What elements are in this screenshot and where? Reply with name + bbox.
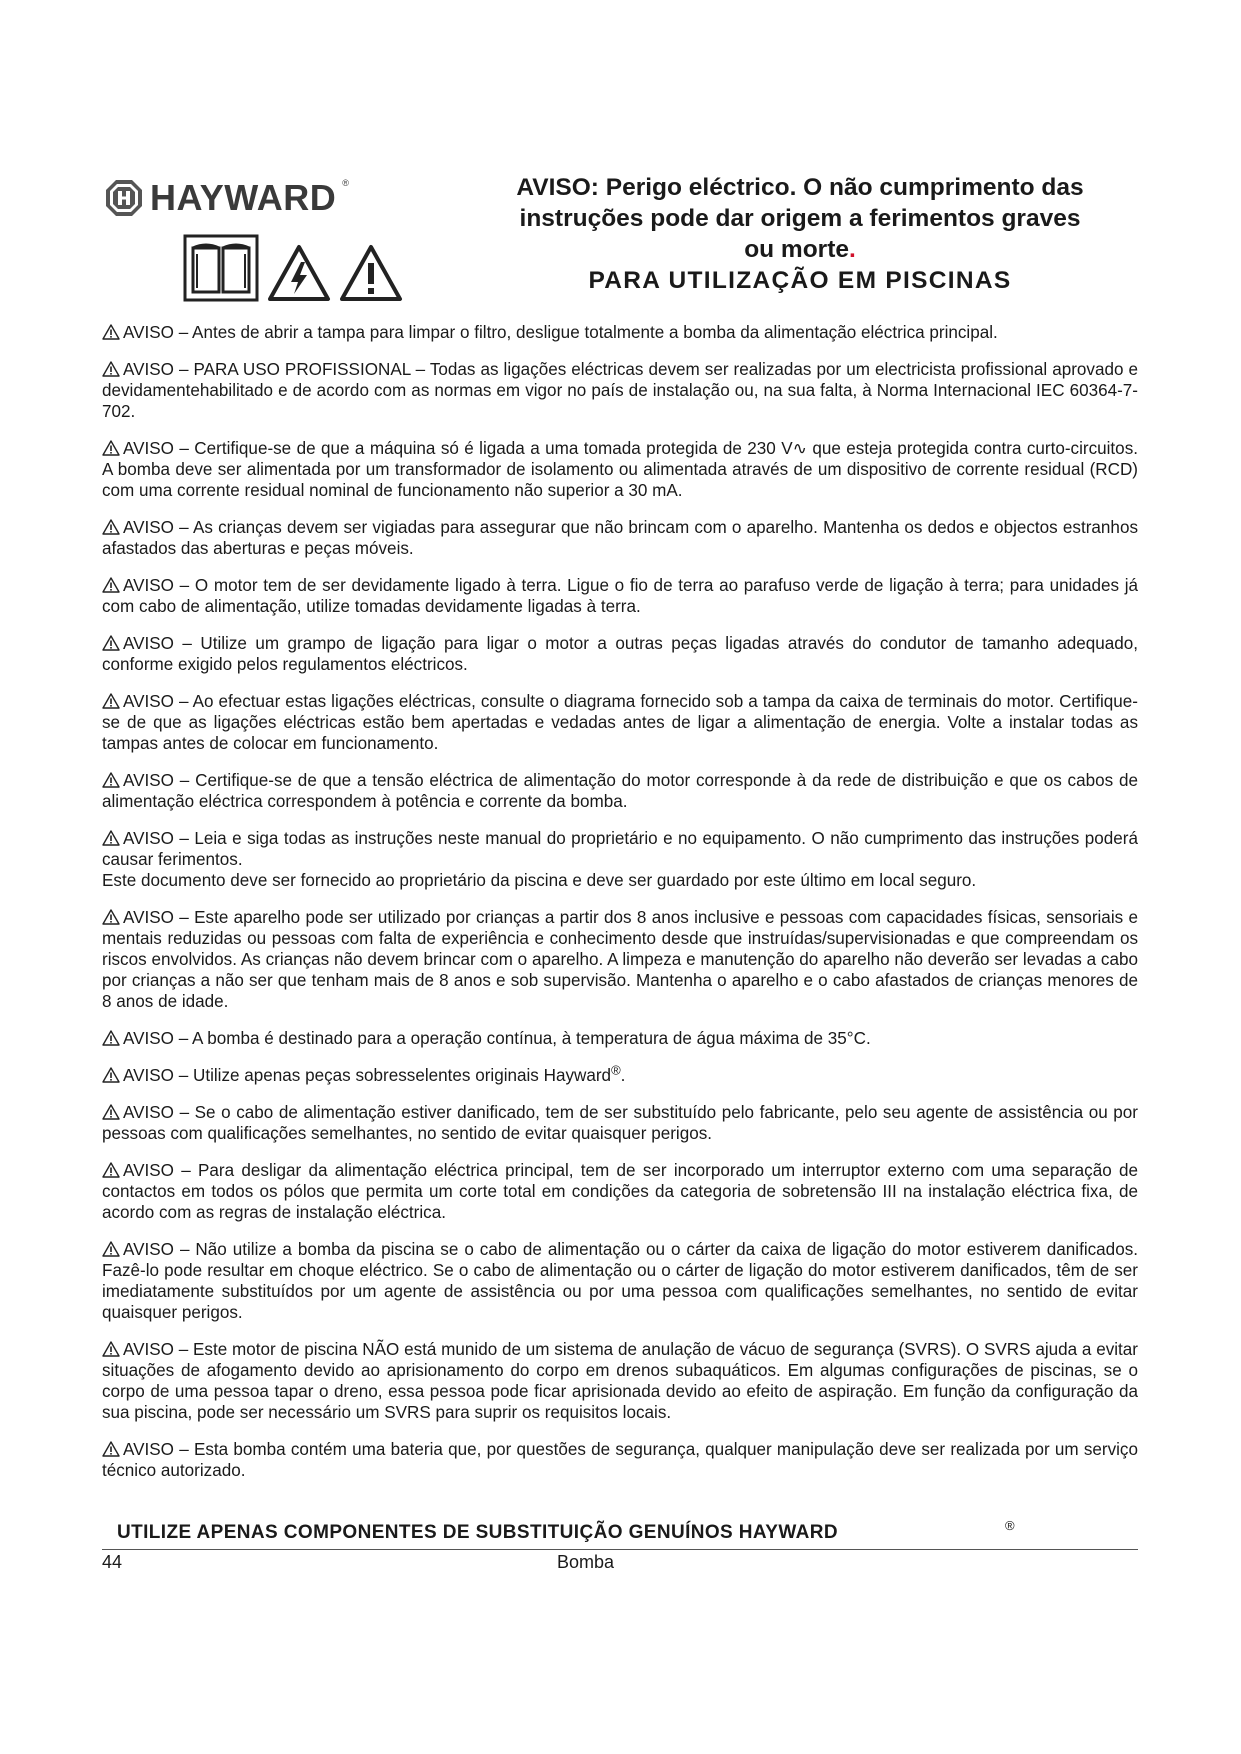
header-warning-title [470,172,1130,296]
warning-item [102,359,1138,422]
warning-item [102,1439,1138,1481]
warning-item [102,770,1138,812]
warning-icon [102,1441,120,1457]
warning-paragraph [102,1102,1138,1144]
warning-paragraph [102,1028,1138,1049]
warning-paragraph [102,691,1138,754]
warning-paragraph [102,1160,1138,1223]
header-line-4: PARA UTILIZAÇÃO EM PISCINAS [588,267,1012,294]
warning-text: AVISO – Esta bomba contém uma bateria que, por questões de segurança, qualquer manipulação deve ser realizada por um serviço técnico autorizado. [102,1440,1138,1480]
warning-text: AVISO – Certifique-se de que a máquina só é ligada a uma tomada protegida de 230 V∿ que esteja protegida contra curto-circuitos. A bomba deve ser alimentada por um transformador de isolamento ou alimentada através de um dispositivo de corrente residual (RCD) com uma corrente residual nominal de funcionamento não superior a 30 mA. [102,439,1138,500]
warning-paragraph [102,1439,1138,1481]
warning-text: AVISO – Ao efectuar estas ligações eléctricas, consulte o diagrama fornecido sob a tampa da caixa de terminais do motor. Certifique-se de que as ligações eléctricas estão bem apertadas e vedadas antes de ligar a alimentação de energia. Volte a instalar todas as tampas antes de colocar em funcionamento. [102,692,1138,753]
warning-item [102,1028,1138,1049]
hayward-logo [104,178,349,218]
warning-icon [102,1241,120,1257]
warning-icon [102,1341,120,1357]
warning-item [102,633,1138,675]
warning-icon [102,1104,120,1120]
warning-paragraph [102,517,1138,559]
warning-text: AVISO – Utilize um grampo de ligação para ligar o motor a outras peças ligadas através do condutor de tamanho adequado, conforme exigido pelos regulamentos eléctricos. [102,634,1138,674]
electrical-hazard-icon [267,244,331,302]
warning-paragraph [102,1339,1138,1423]
hayward-logo-icon [104,178,144,218]
warning-paragraph [102,1239,1138,1323]
warning-text: AVISO – Não utilize a bomba da piscina se o cabo de alimentação ou o cárter da caixa de ligação do motor estiverem danificados. Fazê-lo pode resultar em choque eléctrico. Se o cabo de alimentação ou o cárter de ligação do motor estiverem danificados, têm de ser imediatamente substituídos por um agente de assistência ou por uma pessoa com qualificações semelhantes, no sentido de evitar quaisquer perigos. [102,1240,1138,1322]
warning-text: AVISO – Antes de abrir a tampa para limpar o filtro, desligue totalmente a bomba da alimentação eléctrica principal. [123,323,998,342]
warning-paragraph [102,322,1138,343]
warning-icon [102,830,120,846]
warning-text: AVISO – Se o cabo de alimentação estiver danificado, tem de ser substituído pelo fabricante, pelo seu agente de assistência ou por pessoas com qualificações semelhantes, no sentido de evitar quaisquer perigos. [102,1103,1138,1143]
warning-item [102,438,1138,501]
warning-item [102,691,1138,754]
manual-book-icon [183,234,259,302]
warning-item [102,828,1138,891]
footer-genuine-parts-note: UTILIZE APENAS COMPONENTES DE SUBSTITUIÇÃO GENUÍNOS HAYWARD [117,1522,839,1543]
warning-icon [102,361,120,377]
header-line-3-dot: . [849,236,856,263]
footer-reg-mark: ® [1005,1518,1015,1533]
warnings-list [102,322,1138,1497]
warning-item [102,1102,1138,1144]
warning-icon [102,577,120,593]
warning-icon [102,1162,120,1178]
warning-paragraph [102,907,1138,1012]
warning-icon [102,635,120,651]
warning-icon [102,693,120,709]
warning-item [102,1160,1138,1223]
warning-icon [102,324,120,340]
warning-text: AVISO – Leia e siga todas as instruções neste manual do proprietário e no equipamento. O não cumprimento das instruções poderá causar ferimentos. [102,829,1138,869]
warning-text: AVISO – O motor tem de ser devidamente ligado à terra. Ligue o fio de terra ao parafuso verde de ligação à terra; para unidades já com cabo de alimentação, utilize tomadas devidamente ligadas à terra. [102,576,1138,616]
warning-text: AVISO – A bomba é destinado para a operação contínua, à temperatura de água máxima de 35°C. [123,1029,871,1048]
warning-paragraph [102,1062,1138,1086]
warning-item [102,575,1138,617]
warning-icon [339,244,403,302]
brand-name: HAYWARD [150,177,337,218]
warning-paragraph [102,438,1138,501]
warning-text: AVISO – As crianças devem ser vigiadas para assegurar que não brincam com o aparelho. Mantenha os dedos e objectos estranhos afastados das aberturas e peças móveis. [102,518,1138,558]
page-number: 44 [102,1552,123,1572]
safety-symbols [183,234,403,302]
warning-item [102,517,1138,559]
header-line-2: instruções pode dar origem a ferimentos graves [519,205,1081,232]
header-line-3: ou morte [744,236,849,263]
warning-text: AVISO – Este aparelho pode ser utilizado por crianças a partir dos 8 anos inclusive e pessoas com capacidades físicas, sensoriais e mentais reduzidas ou pessoas com falta de experiência e conhecimento desde que instruídas/supervisionadas e que compreendam os riscos envolvidos. As crianças não devem brincar com o aparelho. A limpeza e manutenção do aparelho não deverão ser levadas a cabo por crianças a não ser que tenham mais de 8 anos e sob supervisão. Mantenha o aparelho e o cabo afastados de crianças menores de 8 anos de idade. [102,908,1138,1011]
warning-text: AVISO – PARA USO PROFISSIONAL – Todas as ligações eléctricas devem ser realizadas por um electricista profissional aprovado e devidamentehabilitado e de acordo com as normas em vigor no país de instalação ou, na sua falta, à Norma Internacional IEC 60364-7-702. [102,360,1138,421]
warning-text-end: . [620,1066,626,1085]
warning-icon [102,440,120,456]
brand-reg-mark: ® [342,178,349,188]
warning-icon [102,519,120,535]
warning-text: AVISO – Para desligar da alimentação eléctrica principal, tem de ser incorporado um interruptor externo com uma separação de contactos em todos os pólos que permita um corte total em condições da categoria de sobretensão III na instalação eléctrica fixa, de acordo com as regras de instalação eléctrica. [102,1161,1138,1222]
warning-text: AVISO – Utilize apenas peças sobresselentes originais Hayward [123,1066,612,1085]
warning-item [102,322,1138,343]
warning-item [102,1062,1138,1086]
warning-icon [102,1067,120,1083]
warning-text: AVISO – Certifique-se de que a tensão eléctrica de alimentação do motor corresponde à da rede de distribuição e que os cabos de alimentação eléctrica correspondem à potência e corrente da bomba. [102,771,1138,811]
warning-paragraph [102,870,1138,891]
warning-item [102,1239,1138,1323]
header-line-1: AVISO: Perigo eléctrico. O não cumprimento das [516,174,1084,201]
warning-item [102,907,1138,1012]
warning-item [102,1339,1138,1423]
warning-icon [102,909,120,925]
warning-paragraph [102,828,1138,870]
warning-icon [102,1030,120,1046]
warning-paragraph [102,575,1138,617]
footer-divider [102,1549,1138,1550]
warning-paragraph [102,359,1138,422]
warning-text: AVISO – Este motor de piscina NÃO está munido de um sistema de anulação de vácuo de segurança (SVRS). O SVRS ajuda a evitar situações de afogamento devido ao aprisionamento do corpo em drenos subaquáticos. Em algumas configurações de piscinas, se o corpo de uma pessoa tapar o dreno, essa pessoa pode ficar aprisionada devido ao efeito de aspiração. Em função da configuração da sua piscina, pode ser necessário um SVRS para suprir os requisitos locais. [102,1340,1138,1422]
registered-mark: ® [611,1062,621,1078]
warning-paragraph [102,770,1138,812]
warning-text: Este documento deve ser fornecido ao proprietário da piscina e deve ser guardado por este último em local seguro. [102,871,977,890]
warning-paragraph [102,633,1138,675]
page-label: Bomba [557,1552,615,1572]
warning-icon [102,772,120,788]
